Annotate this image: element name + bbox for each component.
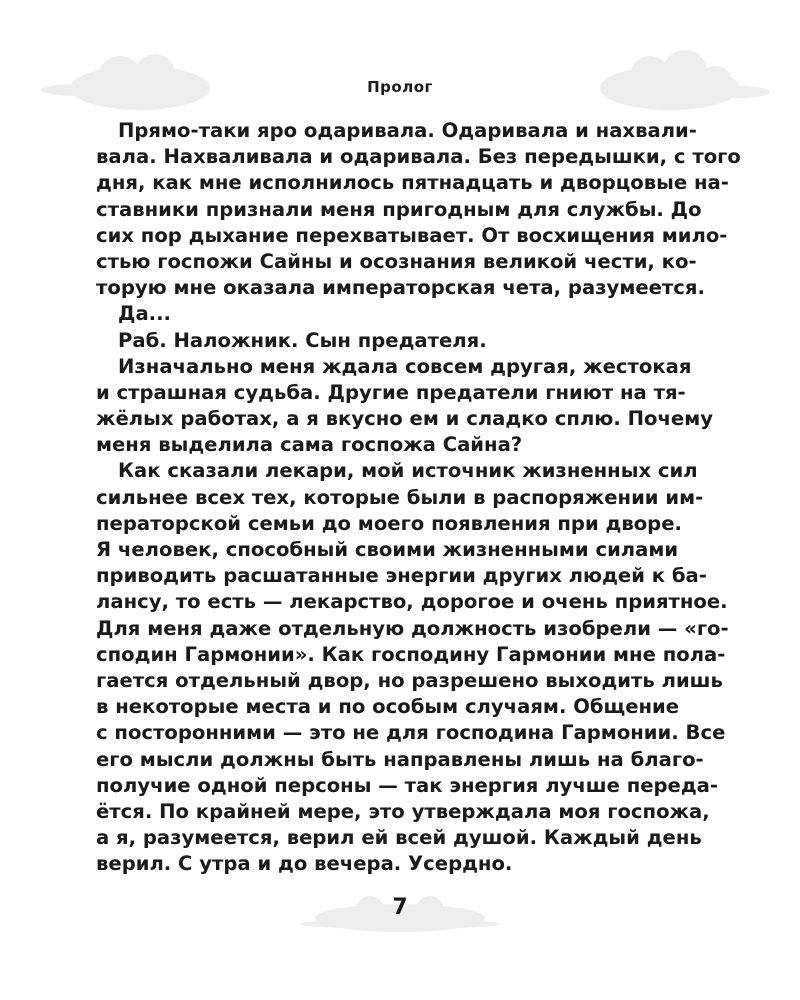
text-line: Изначально меня ждала совсем другая, жестокая	[118, 354, 692, 378]
text-line: Прямо-таки яро одаривала. Одаривала и нахвали-	[118, 119, 697, 142]
text-line: Для меня даже отдельную должность изобрели — «го-	[96, 616, 729, 640]
text-line: жёлых работах, а я вкусно ем и сладко сплю. Почему	[96, 407, 714, 431]
text-line: приводить расшатанные энергии других людей к ба-	[96, 564, 707, 588]
text-line: Да...	[118, 302, 172, 326]
text-line: торую мне оказала императорская чета, разумеется.	[96, 276, 705, 300]
text-line: вала. Нахваливала и одаривала. Без передышки, с того	[96, 145, 741, 169]
text-line: и страшная судьба. Другие предатели гниют на тя-	[96, 380, 686, 404]
text-line: дня, как мне исполнилось пятнадцать и дворцовые на-	[96, 171, 729, 195]
text-line: лансу, то есть — лекарство, дорогое и очень приятное.	[96, 590, 728, 614]
text-line: ставники признали меня пригодным для службы. До	[96, 197, 702, 221]
text-line: а я, разумеется, верил ей всей душой. Каждый день	[96, 826, 702, 850]
text-line: ётся. По крайней мере, это утверждала моя госпожа,	[96, 799, 710, 823]
text-line: в некоторые места и по особым случаям. Общение	[96, 695, 680, 719]
text-line: стью госпожи Сайны и осознания великой чести, ко-	[96, 249, 697, 273]
text-line: его мысли должны быть направлены лишь на благо-	[96, 747, 704, 771]
page-number: 7	[392, 895, 408, 920]
running-header-title: Пролог	[367, 78, 433, 96]
page-text-body	[96, 118, 741, 877]
text-line: верил. С утра и до вечера. Усердно.	[96, 852, 513, 876]
text-line: сих пор дыхание перехватывает. От восхищения мило-	[96, 223, 728, 247]
text-line: получие одной персоны — так энергия лучше переда-	[96, 773, 719, 797]
text-line: Раб. Наложник. Сын предателя.	[118, 328, 487, 352]
text-line: ператорской семьи до моего появления при дворе.	[96, 511, 682, 535]
text-line: Как сказали лекари, мой источник жизненных сил	[118, 459, 698, 483]
text-line: сподин Гармонии». Как господину Гармонии мне пола-	[96, 642, 726, 666]
text-line: меня выделила сама госпожа Сайна?	[96, 433, 523, 457]
text-line: гается отдельный двор, но разрешено выходить лишь	[96, 668, 723, 692]
text-line: Я человек, способный своими жизненными силами	[96, 538, 679, 561]
text-line: сильнее всех тех, которые были в распоряжении им-	[96, 485, 704, 509]
text-line: с посторонними — это не для господина Гармонии. Все	[96, 721, 726, 745]
